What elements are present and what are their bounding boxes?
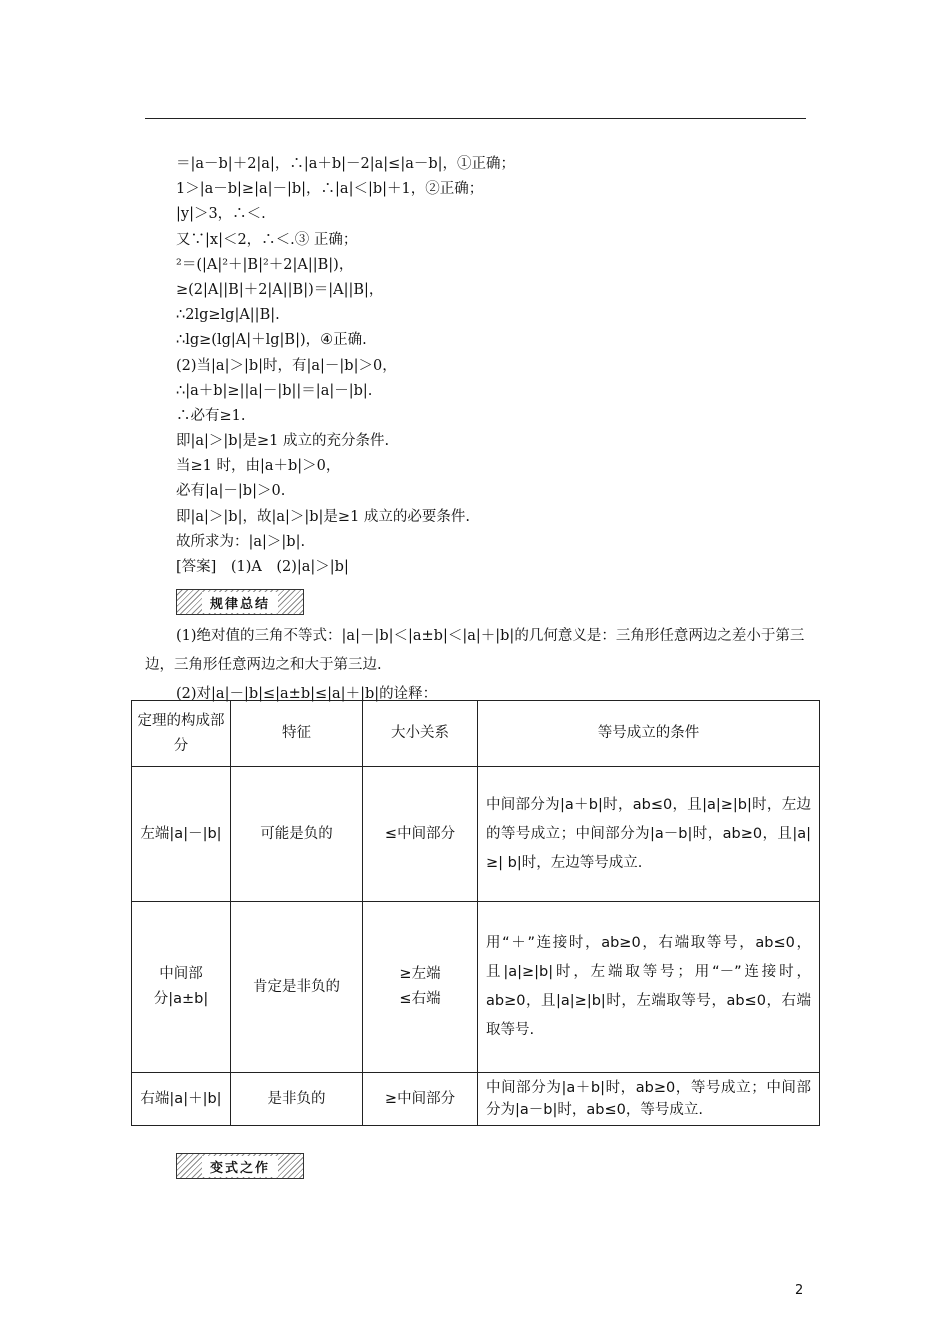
summary-block: [145, 622, 817, 709]
section-banner-variant: [176, 1153, 304, 1179]
cell-part: 左端|a|－|b|: [132, 767, 231, 902]
section-banner-variant-label: 变式之作: [202, 1156, 278, 1177]
header-condition: 等号成立的条件: [478, 701, 820, 767]
header-rule: [145, 118, 806, 119]
proof-line: 当≥1 时，由|a＋b|＞0，: [176, 458, 341, 475]
cell-feature: 可能是负的: [231, 767, 363, 902]
proof-line: 1＞|a－b|≥|a|－|b|，∴|a|＜|b|＋1，②正确；: [176, 181, 484, 198]
table-header-row: [132, 701, 820, 767]
cell-feature: 是非负的: [231, 1073, 363, 1126]
proof-line: 又∵|x|＜2，∴＜.③ 正确；: [176, 231, 358, 248]
page-number: 2: [795, 1283, 804, 1298]
cell-part: 右端|a|＋|b|: [132, 1073, 231, 1126]
cell-relation: ≥中间部分: [363, 1073, 478, 1126]
proof-line: ²＝(|A|²＋|B|²＋2|A||B|)，: [176, 256, 354, 273]
proof-line: ∴必有≥1.: [176, 407, 246, 424]
section-banner-summary-label: 规律总结: [202, 592, 278, 613]
proof-line: 即|a|＞|b|是≥1 成立的充分条件.: [176, 433, 390, 450]
cell-condition: 中间部分为|a＋b|时，ab≤0，且|a|≥|b|时，左边的等号成立；中间部分为|a－b|时，ab≥0，且|a|≥| b|时，左边等号成立.: [478, 767, 820, 902]
proof-line: ∴2lg≥lg|A||B|.: [176, 307, 280, 324]
proof-line: ≥(2|A||B|＋2|A||B|)＝|A||B|，: [176, 281, 384, 298]
table-row: [132, 902, 820, 1073]
cell-relation: ≥左端 ≤右端: [363, 902, 478, 1073]
proof-line: ∴lg≥(lg|A|＋lg|B|)，④正确.: [176, 332, 367, 349]
summary-paragraph-2: (2)对|a|－|b|≤|a±b|≤|a|＋|b|的诠释：: [176, 686, 438, 702]
cell-condition: 中间部分为|a＋b|时，ab≥0，等号成立；中间部分为|a－b|时，ab≤0，等号成立.: [478, 1073, 820, 1126]
proof-lines: [176, 152, 515, 580]
header-relation: 大小关系: [363, 701, 478, 767]
header-part: 定理的构成部分: [132, 701, 231, 767]
proof-line: ＝|a－b|＋2|a|，∴|a＋b|－2|a|≤|a－b|，①正确；: [176, 156, 516, 172]
proof-line: ∴|a＋b|≥||a|－|b||＝|a|－|b|.: [176, 382, 373, 399]
header-feature: 特征: [231, 701, 363, 767]
proof-line: 故所求为：|a|＞|b|.: [176, 533, 306, 550]
table-row: [132, 767, 820, 902]
cell-relation: ≤中间部分: [363, 767, 478, 902]
answer-line: [答案] (1)A (2)|a|＞|b|: [176, 559, 349, 575]
proof-line: 即|a|＞|b|，故|a|＞|b|是≥1 成立的必要条件.: [176, 508, 471, 525]
summary-paragraph-1: (1)绝对值的三角不等式：|a|－|b|＜|a±b|＜|a|＋|b|的几何意义是：三角形任意两边之差小于第三边，三角形任意两边之和大于第三边.: [145, 628, 805, 673]
table-row: [132, 1073, 820, 1126]
proof-line: (2)当|a|＞|b|时，有|a|－|b|＞0，: [176, 357, 397, 374]
proof-line: 必有|a|－|b|＞0.: [176, 483, 286, 500]
proof-line: |y|＞3，∴＜.: [176, 206, 266, 223]
inequality-table: [131, 700, 820, 1126]
cell-condition: 用“＋”连接时，ab≥0，右端取等号，ab≤0，且|a|≥|b|时，左端取等号；用“－”连接时，ab≥0，且|a|≥|b|时，左端取等号，ab≤0，右端取等号.: [478, 902, 820, 1073]
section-banner-summary: [176, 589, 304, 615]
cell-feature: 肯定是非负的: [231, 902, 363, 1073]
cell-part: 中间部分|a±b|: [132, 902, 231, 1073]
